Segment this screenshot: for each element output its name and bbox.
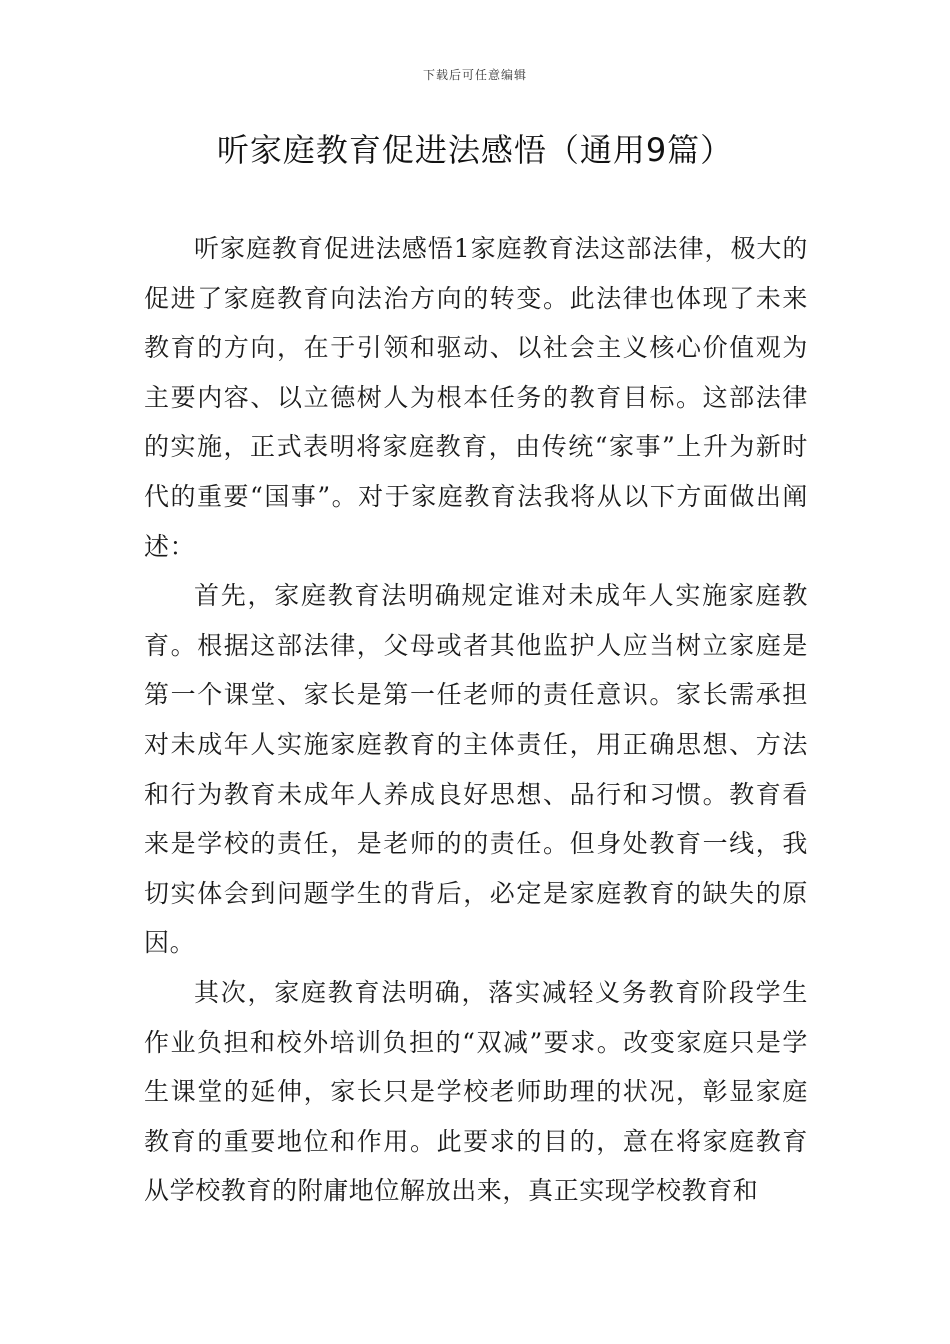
paragraph-3: 其次，家庭教育法明确，落实减轻义务教育阶段学生作业负担和校外培训负担的“双减”要求。改变家庭只是学生课堂的延伸，家长只是学校老师助理的状况，彰显家庭教育的重要地位和作用。此要求的目的，意在将家庭教育从学校教育的附庸地位解放出来，真正实现学校教育和	[144, 977, 808, 1206]
paragraph-1: 听家庭教育促进法感悟1家庭教育法这部法律，极大的促进了家庭教育向法治方向的转变。此法律也体现了未来教育的方向，在于引领和驱动、以社会主义核心价值观为主要内容、以立德树人为根本任务的教育目标。这部法律的实施，正式表明将家庭教育，由传统“家事”上升为新时代的重要“国事”。对于家庭教育法我将从以下方面做出阐述：	[144, 234, 808, 561]
document-title: 听家庭教育促进法感悟（通用9篇）	[216, 131, 734, 169]
paragraph-2: 首先，家庭教育法明确规定谁对未成年人实施家庭教育。根据这部法律，父母或者其他监护人应当树立家庭是第一个课堂、家长是第一任老师的责任意识。家长需承担对未成年人实施家庭教育的主体责任，用正确思想、方法和行为教育未成年人养成良好思想、品行和习惯。教育看来是学校的责任，是老师的的责任。但身处教育一线，我切实体会到问题学生的背后，必定是家庭教育的缺失的原因。	[144, 581, 808, 958]
header-note: 下载后可任意编辑	[422, 68, 527, 82]
document-body	[144, 224, 808, 1216]
